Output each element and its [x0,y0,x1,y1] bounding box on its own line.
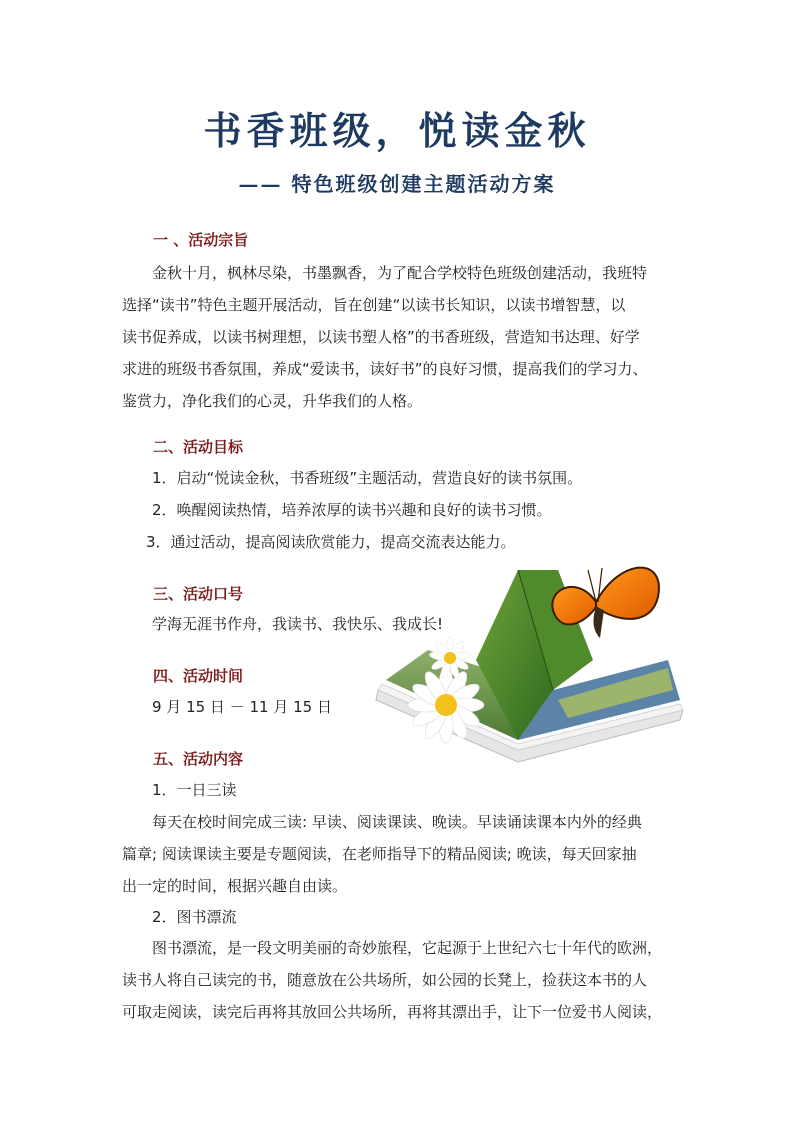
paragraph-line: 鉴赏力，净化我们的心灵，升华我们的人格。 [122,392,423,410]
paragraph-line: 求进的班级书香氛围，养成“爱读书，读好书”的良好习惯，提高我们的学习力、 [122,360,648,378]
paragraph-line: 每天在校时间完成三读: 早读、阅读课读、晚读。早读诵读课本内外的经典 [152,813,642,831]
sub-heading: 1．一日三读 [152,781,237,799]
paragraph-line: 篇章; 阅读课读主要是专题阅读，在老师指导下的精品阅读; 晚读，每天回家抽 [122,845,637,863]
paragraph-line: 出一定的时间，根据兴趣自由读。 [122,877,348,895]
paragraph-line: 选择“读书”特色主题开展活动，旨在创建“以读书长知识，以读书增智慧，以 [122,296,626,314]
paragraph-line: 金秋十月，枫林尽染，书墨飘香，为了配合学校特色班级创建活动，我班特 [152,264,648,282]
document-title: 书香班级，悦读金秋 [203,108,591,153]
paragraph-line: 读书促养成，以读书树理想，以读书塑人格”的书香班级，营造知书达理、好学 [122,328,640,346]
section-heading-goals: 二、活动目标 [153,438,244,456]
sub-heading: 2．图书漂流 [152,908,237,926]
section-heading-slogan: 三、活动口号 [153,585,244,603]
goal-item: 3．通过活动，提高阅读欣赏能力，提高交流表达能力。 [146,533,516,551]
document-subtitle: —— 特色班级创建主题活动方案 [238,172,556,196]
paragraph-line: 图书漂流，是一段文明美丽的奇妙旅程，它起源于上世纪六七十年代的欧洲， [152,939,663,957]
paragraph-line: 可取走阅读，读完后再将其放回公共场所，再将其漂出手，让下一位爱书人阅读， [122,1003,663,1021]
slogan-text: 学海无涯书作舟，我读书、我快乐、我成长! [152,615,444,633]
section-heading-purpose: 一 、活动宗旨 [153,231,249,249]
section-heading-time: 四、活动时间 [153,667,244,685]
paragraph-line: 读书人将自己读完的书，随意放在公共场所，如公园的长凳上，捡获这本书的人 [122,971,648,989]
goal-item: 1．启动“悦读金秋，书香班级”主题活动，营造良好的读书氛围。 [152,469,583,487]
time-text: 9 月 15 日 － 11 月 15 日 [152,698,332,716]
goal-item: 2．唤醒阅读热情，培养浓厚的读书兴趣和良好的读书习惯。 [152,501,552,519]
section-heading-content: 五、活动内容 [153,750,244,768]
book-butterfly-illustration [368,540,688,780]
